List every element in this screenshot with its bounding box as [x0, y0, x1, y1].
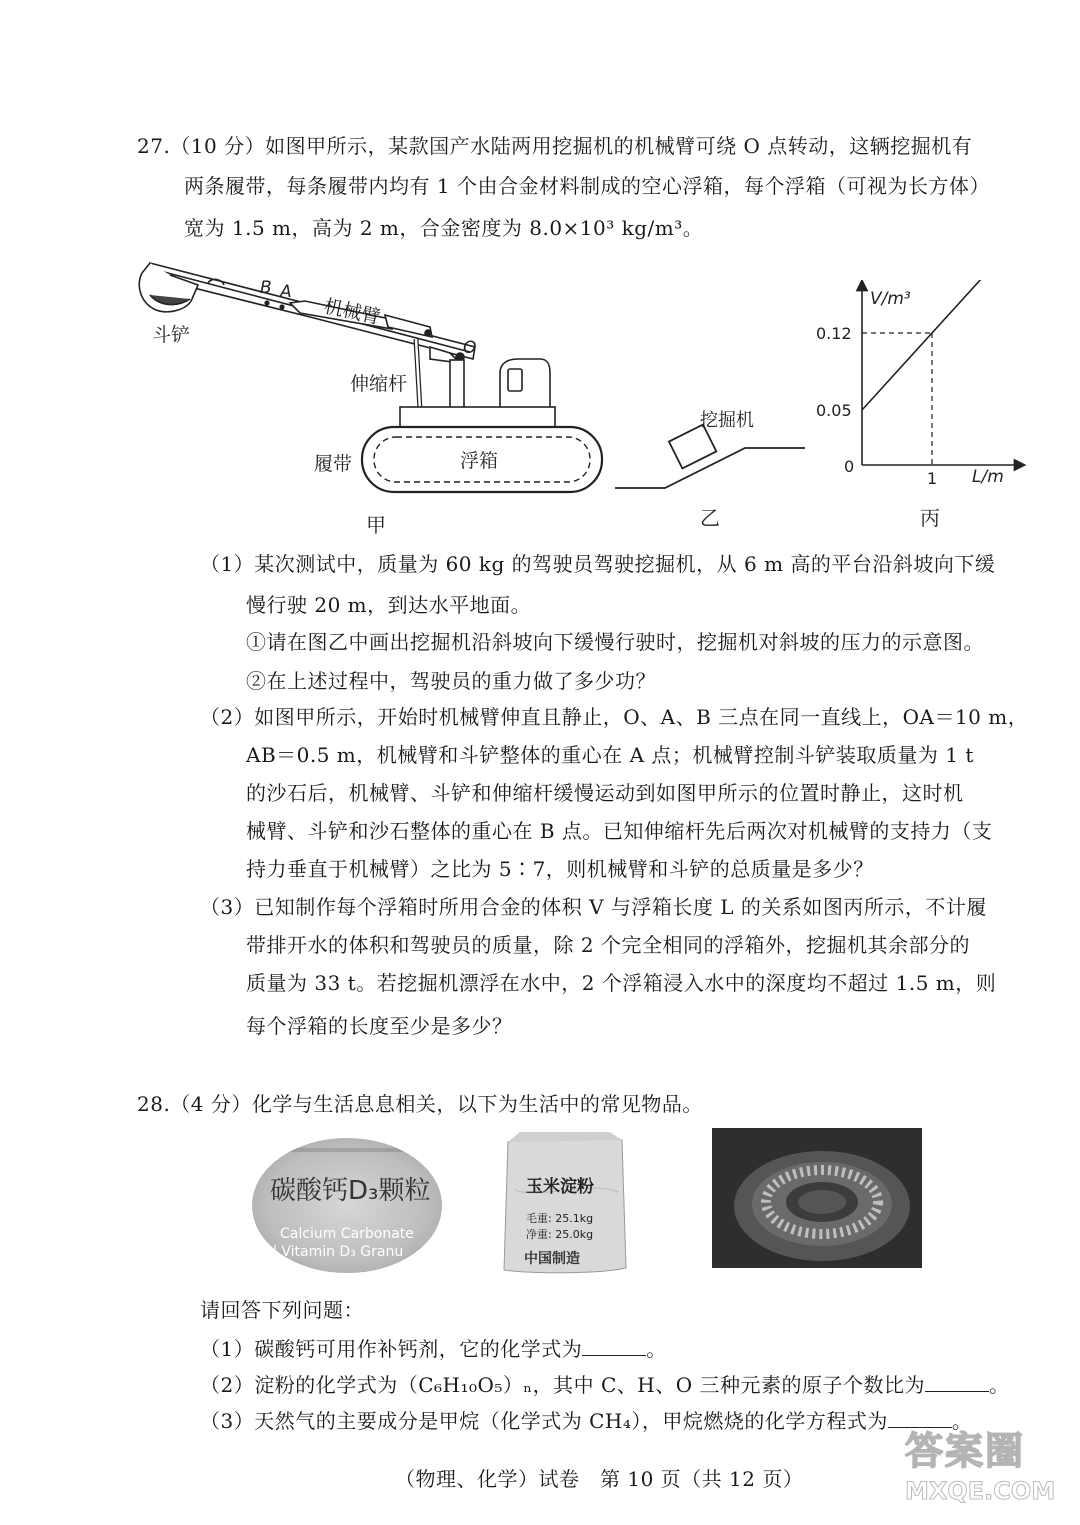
q27-line-3: 宽为 1.5 m，高为 2 m，合金密度为 8.0×10³ kg/m³。	[184, 216, 704, 240]
q28-heading: 28.（4 分）化学与生活息息相关，以下为生活中的常见物品。	[137, 1092, 703, 1116]
q28-sub3-end: 。	[951, 1409, 973, 1433]
photo-calcium-carbonate	[252, 1138, 442, 1273]
q28-prompt: 请回答下列问题：	[200, 1298, 364, 1322]
q27-sub3-line-1: （3）已知制作每个浮箱时所用合金的体积 V 与浮箱长度 L 的关系如图丙所示，不计履	[200, 895, 987, 919]
label-excavator: 挖掘机	[700, 410, 754, 431]
caption-jia: 甲	[366, 513, 386, 537]
q27-sub3-line-3: 质量为 33 t。若挖掘机漂浮在水中，2 个浮箱浸入水中的深度均不超过 1.5 m，则	[246, 971, 997, 995]
label-bucket: 斗铲	[152, 324, 191, 346]
origin-label: 0	[844, 457, 855, 476]
q27-sub2-line-1: （2）如图甲所示，开始时机械臂伸直且静止，O、A、B 三点在同一直线上，OA＝10 m，	[200, 705, 1029, 729]
q27-sub1-line-2: 慢行驶 20 m，到达水平地面。	[246, 593, 532, 617]
photo-corn-starch-bag	[500, 1130, 630, 1275]
caption-yi: 乙	[700, 506, 720, 530]
flame-burner-icon	[712, 1128, 922, 1268]
photo2-title: 玉米淀粉	[526, 1177, 594, 1197]
q27-sub2-line-2: AB＝0.5 m，机械臂和斗铲整体的重心在 A 点；机械臂控制斗铲装取质量为 1 t	[246, 743, 974, 767]
photo2-line-3: 中国制造	[524, 1251, 580, 1267]
q27-sub2-line-5: 持力垂直于机械臂）之比为 5∶7，则机械臂和斗铲的总质量是多少？	[246, 857, 874, 881]
q28-sub2	[200, 1369, 1009, 1398]
y-axis-label: V/m³	[870, 289, 911, 309]
label-arm: 机械臂	[321, 295, 383, 329]
caption-bing: 丙	[920, 506, 940, 530]
watermark-line-2: MXQE.COM	[905, 1477, 1056, 1505]
x-tick-label-1: 1	[927, 469, 938, 488]
q28-sub3-text: （3）天然气的主要成分是甲烷（化学式为 CH₄），甲烷燃烧的化学方程式为	[200, 1409, 888, 1433]
label-box: 浮箱	[460, 450, 499, 472]
photo1-title: 碳酸钙D₃颗粒	[270, 1176, 431, 1206]
label-b: B	[260, 278, 272, 298]
watermark-logo	[905, 1420, 1075, 1520]
figure-bing-chart	[810, 280, 1030, 535]
label-track: 履带	[314, 453, 353, 475]
photo-gas-stove-flame	[712, 1128, 922, 1268]
answer-blank-2[interactable]	[925, 1390, 989, 1392]
q27-line-1: 27.（10 分）如图甲所示，某款国产水陆两用挖掘机的机械臂可绕 O 点转动，这辆挖掘机有	[137, 134, 973, 158]
q28-sub3	[200, 1405, 972, 1434]
label-a: A	[280, 282, 292, 302]
q27-sub1-line-1: （1）某次测试中，质量为 60 kg 的驾驶员驾驶挖掘机，从 6 m 高的平台沿斜坡向下缓	[200, 552, 996, 576]
x-axis-label: L/m	[972, 467, 1004, 487]
q27-sub2-line-3: 的沙石后，机械臂、斗铲和伸缩杆缓慢运动到如图甲所示的位置时静止，这时机	[246, 781, 964, 805]
q27-sub3-line-4: 每个浮箱的长度至少是多少？	[246, 1014, 513, 1038]
q27-line-2: 两条履带，每条履带内均有 1 个由合金材料制成的空心浮箱，每个浮箱（可视为长方体）	[184, 174, 990, 198]
y-tick-label-0.12: 0.12	[816, 324, 852, 343]
q27-sub3-line-2: 带排开水的体积和驾驶员的质量，除 2 个完全相同的浮箱外，挖掘机其余部分的	[246, 933, 970, 957]
point-b	[264, 300, 269, 305]
photo2-line-1: 毛重: 25.1kg	[526, 1212, 594, 1225]
photo1-en-line-1: Calcium Carbonate	[280, 1226, 414, 1242]
label-rod: 伸缩杆	[350, 373, 408, 395]
watermark-line-1: 答案圈	[905, 1429, 1026, 1473]
y-tick-label-0.05: 0.05	[816, 401, 852, 420]
photo1-en-line-2: d Vitamin D₃ Granu	[268, 1244, 404, 1260]
photo2-line-2: 净重: 25.0kg	[526, 1228, 594, 1241]
q28-sub2-text: （2）淀粉的化学式为（C₆H₁₀O₅）ₙ，其中 C、H、O 三种元素的原子个数比为	[200, 1373, 925, 1397]
label-o: O	[463, 338, 477, 358]
figure-jia-excavator	[130, 255, 620, 540]
q28-sub1	[200, 1333, 667, 1362]
q28-sub2-end: 。	[988, 1373, 1010, 1397]
q27-sub1-line-4: ②在上述过程中，驾驶员的重力做了多少功？	[246, 669, 656, 693]
q28-sub1-end: 。	[646, 1337, 667, 1361]
point-a	[279, 304, 284, 309]
page-footer: （物理、化学）试卷 第 10 页（共 12 页）	[395, 1467, 804, 1491]
answer-blank-1[interactable]	[582, 1354, 646, 1356]
q28-sub1-text: （1）碳酸钙可用作补钙剂，它的化学式为	[200, 1337, 583, 1361]
figure-yi-slope	[610, 400, 810, 540]
q27-sub2-line-4: 械臂、斗铲和沙石整体的重心在 B 点。已知伸缩杆先后两次对机械臂的支持力（支	[246, 819, 993, 843]
q27-sub1-line-3: ①请在图乙中画出挖掘机沿斜坡向下缓慢行驶时，挖掘机对斜坡的压力的示意图。	[246, 630, 984, 654]
